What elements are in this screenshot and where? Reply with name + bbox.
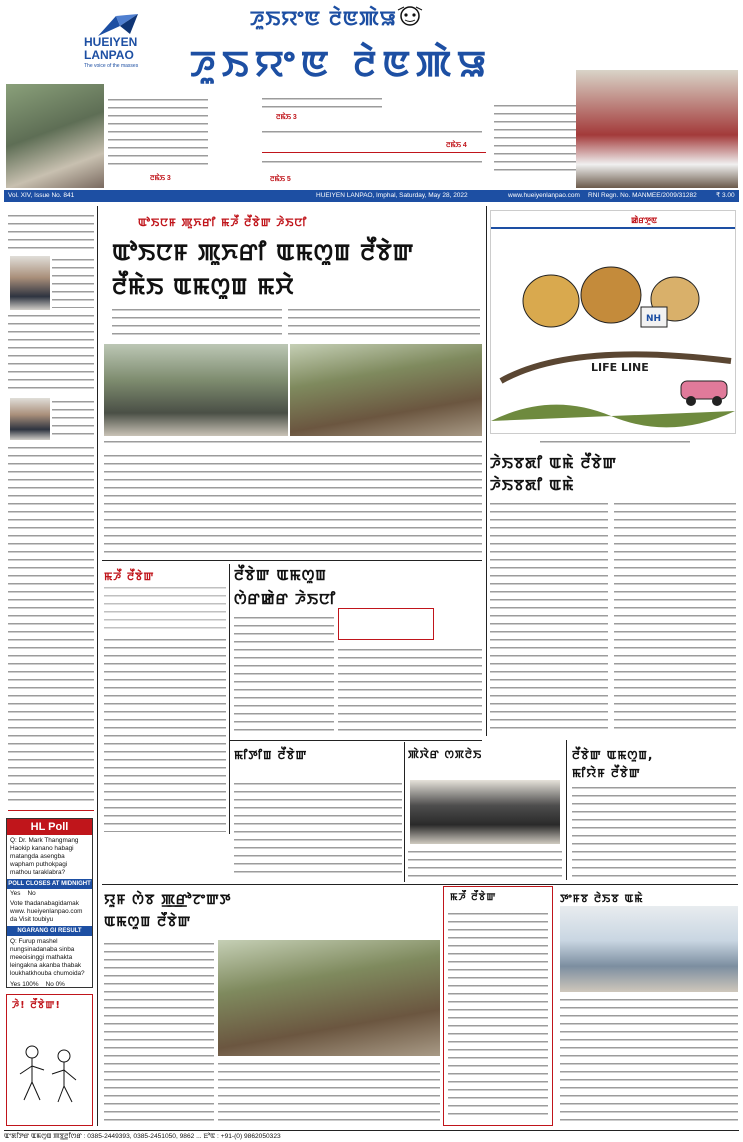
lead-photo-captions [104,438,482,445]
poll-result-title: NGARANG GI RESULT [7,926,92,936]
poll-result-yes: Yes 100% [10,981,39,988]
second-story-headline-2: ꯁꯥꯔꯀꯥꯔ ꯍꯥꯏꯅꯤ [234,590,337,608]
red-story-divider [229,564,230,834]
centre-divider-1 [102,560,482,561]
red-story-headline: ꯃꯍꯩ ꯂꯩꯕꯥꯛ [104,570,155,583]
fourth-story-headline: ꯄꯥꯋꯥꯔ ꯁꯞꯂꯥꯏ [408,748,483,761]
editorial-cartoon [490,210,736,434]
poll-result-values [7,980,92,989]
left-column-text-1 [52,256,94,308]
right-divider-2 [556,884,738,885]
lead-photo-right [290,344,482,436]
cartoon-sign-text: NH [646,314,662,324]
red-boxed-brief-headline: ꯃꯍꯩ ꯂꯩꯕꯥꯛ [450,892,497,903]
top-left-photo [6,84,104,188]
masthead-subtitle: ꯍꯨꯏꯌꯦꯟ ꯂꯥꯟꯄꯥꯎ [250,6,397,30]
top-middle-teaser-2 [262,128,482,136]
third-story-headline: ꯃꯤꯇꯤꯡ ꯂꯩꯕꯥꯛ [234,748,308,762]
brand-line-1: HUEIYEN [84,35,138,49]
poll-vote-instructions[interactable]: Vote thadanabagidamak www. hueiyenlanpao.com da Visit toubiyu [10,900,83,923]
poll-result-no: No 0% [45,981,65,988]
left-column-officer-photo [10,398,50,440]
lead-body-text [104,452,482,556]
poll-yes-option[interactable]: Yes [10,890,21,897]
left-column-text-4 [8,444,94,804]
red-story-headline-body [104,584,226,630]
page-footer: ꯑꯦꯗꯤꯇꯔ ꯑꯃꯁꯨꯡ ꯄꯕ꯭ꯂꯤꯁꯔ : 0385-2449393, 0385-2451050, 9862 ... ꯐꯣꯟ : +91-(0) 9862050323 [4,1130,739,1142]
lead-subhead-right [288,306,480,338]
svg-text:ꯀꯥꯔꯇꯨꯟ: ꯀꯥꯔꯇꯨꯟ [631,216,658,225]
right-feature-kicker [540,438,690,446]
left-column-red-rule [8,810,94,811]
red-boxed-brief-body [448,910,548,1120]
hl-poll-box [6,818,93,988]
issue-info-bar [4,190,739,202]
paper-name: HUEIYEN LANPAO, [316,192,375,199]
top-middle-teaser-3 [262,158,482,168]
masthead-title: ꯍꯨꯏꯌꯦꯟ ꯂꯥꯟꯄꯥꯎ [190,44,493,85]
poll-closes-banner: POLL CLOSES AT MIDNIGHT [8,881,91,887]
right-mid-body [572,784,736,880]
top-right-photo [576,70,738,188]
right-column-divider [486,206,487,736]
left-column-text-2 [8,312,94,392]
second-story-body [234,614,334,736]
right-mid-headline-2: ꯃꯤꯌꯥꯝ ꯂꯩꯕꯥꯛ [572,766,641,780]
lead-subhead-left [112,306,282,338]
power-equipment-photo [410,780,560,844]
lead-headline-line2: ꯂꯩꯃꯥꯏ ꯑꯃꯁꯨꯡ ꯃꯆꯥ [112,274,295,300]
fourth-story-body [408,848,562,880]
bottom-story-body-2 [218,1060,440,1126]
lead-kicker: ꯑꯣꯏꯅꯝ ꯄꯨꯈꯔꯤ ꯃꯍꯩ ꯂꯩꯕꯥꯛ ꯍꯥꯏꯅꯤ [138,216,308,229]
poll-options [7,889,92,898]
top-middle-teaser-1 [262,95,382,109]
right-feature-headline-2: ꯍꯥꯏꯕꯗꯤ ꯑꯃꯥ [490,476,575,494]
top-middle-teaser-3-page[interactable]: ꯂꯃꯥꯏ 5 [270,176,291,183]
right-bottom-headline: ꯇꯦꯝꯕ ꯂꯥꯏꯕ ꯑꯃꯥ [560,892,644,905]
editorial-cartoon-drawing-icon [491,211,735,433]
top-middle-teaser-1-page[interactable]: ꯂꯃꯥꯏ 3 [276,114,297,121]
bottom-left-cartoon-title: ꯍꯥ! ꯂꯩꯕꯥꯛ! [12,1000,61,1011]
poll-result-question: Q: Furup mashel nungsinadanaba sinba meeoisinggi mathakta leingakna akanba thabak loukhatkhouba chumoida? [10,938,85,977]
lead-photo-left [104,344,288,436]
cartoon-lifeline-text: LIFE LINE [591,361,649,374]
poll-no-option[interactable]: No [27,890,36,897]
right-mid-headline: ꯂꯩꯕꯥꯛ ꯑꯃꯁꯨꯡ, [572,748,654,762]
right-feature-headline: ꯍꯥꯏꯕꯗꯤ ꯑꯃꯥ ꯂꯩꯕꯥꯛ [490,454,617,472]
bottom-story-body-1 [104,940,214,1126]
right-feature-body-1 [490,500,608,734]
lead-headline: ꯑꯣꯏꯅꯝ ꯄꯨꯈꯔꯤ ꯑꯃꯁꯨꯡ ꯂꯩꯕꯥꯛ [112,240,415,266]
third-story-body [234,780,402,874]
centre-divider-2 [230,740,482,741]
right-bottom-body [560,996,738,1126]
brand-tagline: The voice of the masses [84,63,139,69]
right-divider-1 [566,740,567,880]
top-right-teaser [494,102,580,172]
poll-title: HL Poll [7,819,92,835]
price: ₹ 3.00 [716,192,735,199]
brand-name [84,36,137,62]
red-story-body [104,636,226,832]
second-story-headline: ꯂꯩꯕꯥꯛ ꯑꯃꯁꯨꯡ [234,566,327,584]
centre-divider-3 [102,884,562,885]
poll-question: Q: Dr. Mark Thangmang Haokip kanano habagi matangda asengba wapham puthokpagi mathou taraklabra? [10,837,79,876]
second-story-red-callout [338,608,434,640]
website-link[interactable]: www.hueiyenlanpao.com [508,192,580,199]
left-column-portrait [10,256,50,310]
left-column-editorial-head [8,212,94,252]
stick-figure-cartoon-icon [14,1040,86,1110]
left-column-divider [97,206,98,1126]
right-feature-body-2 [614,500,736,734]
group-photo [560,906,738,992]
second-story-body-2 [338,646,482,736]
dateline: Imphal, Saturday, May 28, 2022 [376,192,468,199]
bottom-story-headline: ꯌꯨꯝ ꯁꯥꯕ ꯄ꯭ꯔꯣꯖꯦꯛꯇ [104,892,232,908]
third-story-divider [404,742,405,882]
registration-number: RNI Regn. No. MANMEE/2009/31282 [588,192,697,199]
top-middle-teaser-2-page[interactable]: ꯂꯃꯥꯏ 4 [446,142,467,149]
brand-line-2: LANPAO [84,48,134,62]
issue-number: Vol. XIV, Issue No. 841 [8,192,75,199]
top-left-teaser [108,96,208,168]
left-column-text-3 [52,398,94,440]
house-photo [218,940,440,1056]
mascot-face-icon [392,4,428,26]
bottom-story-headline-2: ꯑꯃꯁꯨꯡ ꯂꯩꯕꯥꯛ [104,914,192,930]
teaser-divider-red [262,152,486,153]
top-left-teaser-page[interactable]: ꯂꯃꯥꯏ 3 [150,175,171,182]
